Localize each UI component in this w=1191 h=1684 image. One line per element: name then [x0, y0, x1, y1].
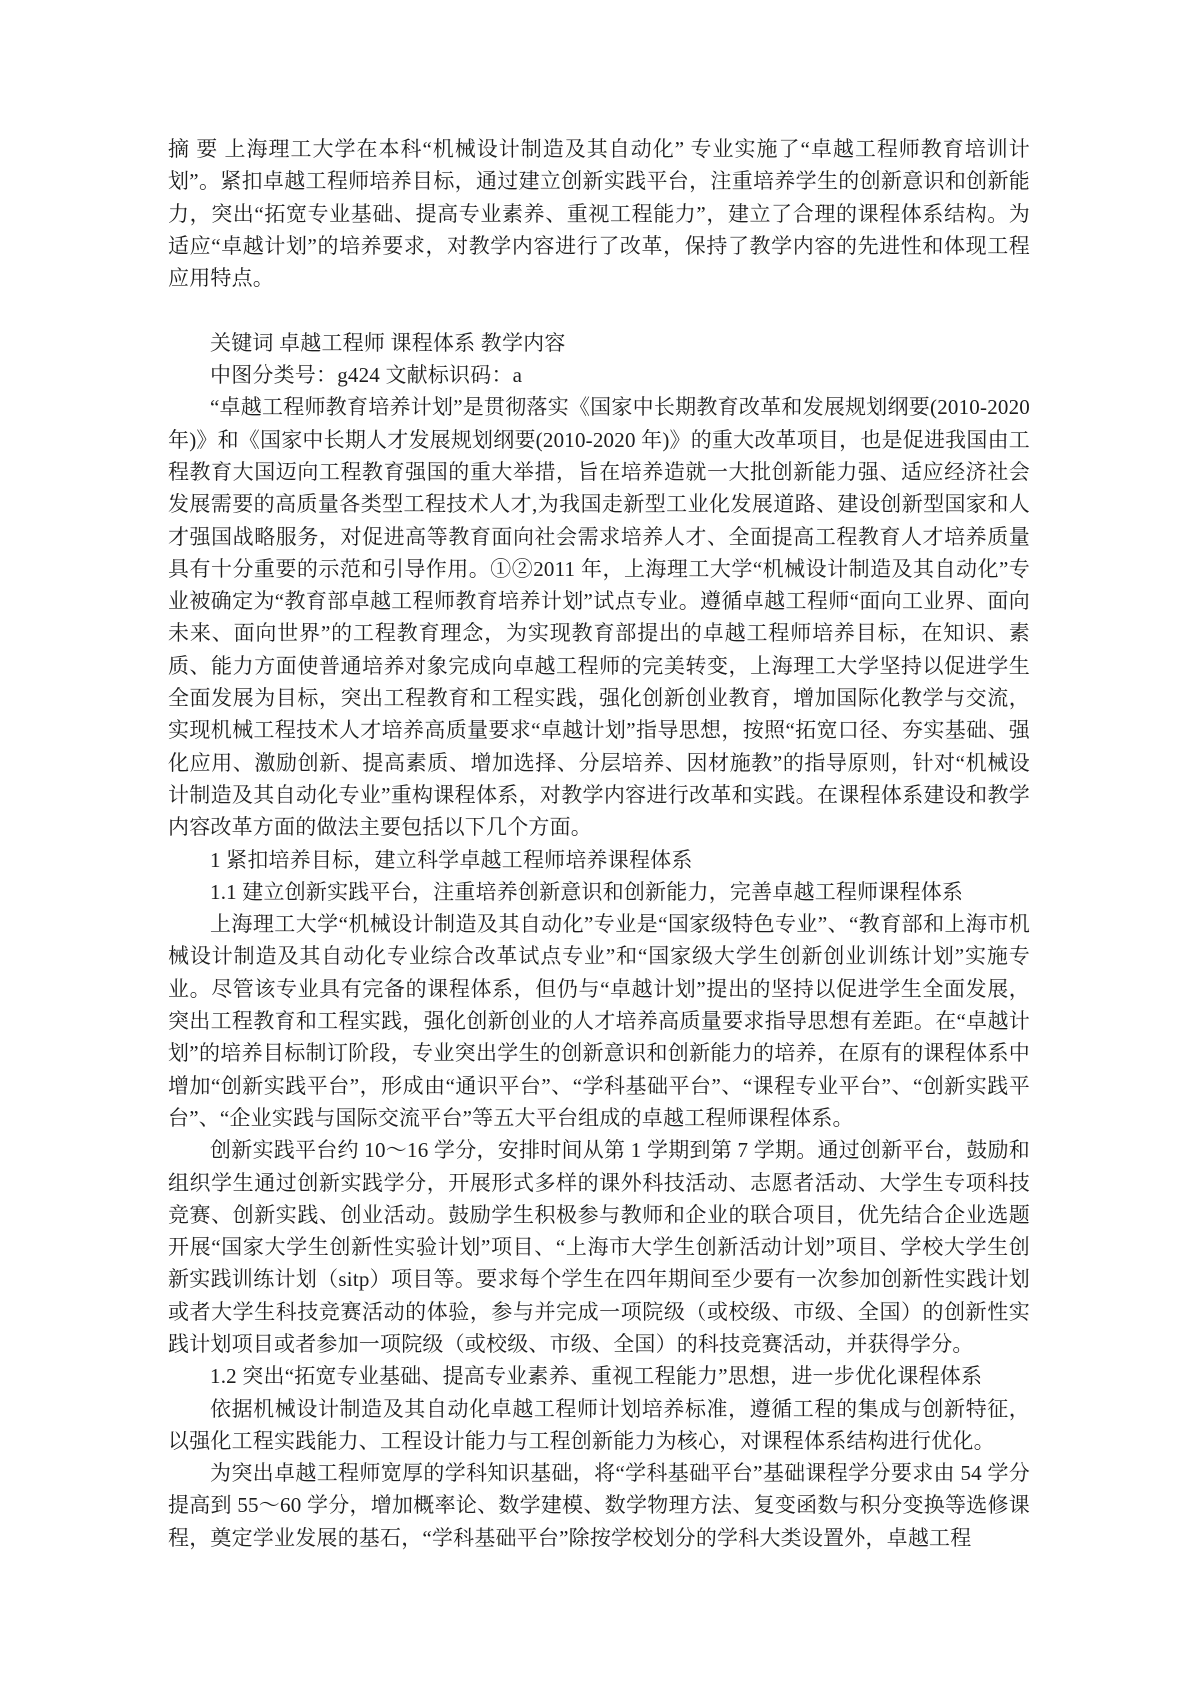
body-paragraph: 创新实践平台约 10～16 学分，安排时间从第 1 学期到第 7 学期。通过创新平台，鼓励和组织学生通过创新实践学分，开展形式多样的课外科技活动、志愿者活动、大学生专项科技竞赛、创新实践、创业活动。鼓励学生积极参与教师和企业的联合项目，优先结合企业选题开展“国家大学生创新性实验计划”项目、“上海市大学生创新活动计划”项目、学校大学生创新实践训练计划（sitp）项目等。要求每个学生在四年期间至少要有一次参加创新性实践计划或者大学生科技竞赛活动的体验，参与并完成一项院级（或校级、市级、全国）的创新性实践计划项目或者参加一项院级（或校级、市级、全国）的科技竞赛活动，并获得学分。 [168, 1138, 1030, 1356]
subsection-heading: 1.2 突出“拓宽专业基础、提高专业素养、重视工程能力”思想，进一步优化课程体系 [210, 1364, 983, 1389]
body-paragraph: “卓越工程师教育培养计划”是贯彻落实《国家中长期教育改革和发展规划纲要(2010-2020 年)》和《国家中长期人才发展规划纲要(2010-2020 年)》的重大改革项目，也是促进我国由工程教育大国迈向工程教育强国的重大举措，旨在培养造就一大批创新能力强、适应经济社会发展需要的高质量各类型工程技术人才,为我国走新型工业化发展道路、建设创新型国家和人才强国战略服务，对促进高等教育面向社会需求培养人才、全面提高工程教育人才培养质量具有十分重要的示范和引导作用。①②2011 年，上海理工大学“机械设计制造及其自动化”专业被确定为“教育部卓越工程师教育培养计划”试点专业。遵循卓越工程师“面向工业界、面向未来、面向世界”的工程教育理念，为实现教育部提出的卓越工程师培养目标，在知识、素质、能力方面使普通培养对象完成向卓越工程师的完美转变，上海理工大学坚持以促进学生全面发展为目标，突出工程教育和工程实践，强化创新创业教育，增加国际化教学与交流，实现机械工程技术人才培养高质量要求“卓越计划”指导思想，按照“拓宽口径、夯实基础、强化应用、激励创新、提高素质、增加选择、分层培养、因材施教”的指导原则，针对“机械设计制造及其自动化专业”重构课程体系，对教学内容进行改革和实践。在课程体系建设和教学内容改革方面的做法主要包括以下几个方面。 [168, 395, 1030, 840]
blank-line [168, 294, 1030, 326]
clc-line: 中图分类号：g424 文献标识码：a [210, 363, 523, 388]
body-paragraph: 上海理工大学“机械设计制造及其自动化”专业是“国家级特色专业”、“教育部和上海市机械设计制造及其自动化专业综合改革试点专业”和“国家级大学生创新创业训练计划”实施专业。尽管该专业具有完备的课程体系，但仍与“卓越计划”提出的坚持以促进学生全面发展，突出工程教育和工程实践，强化创新创业的人才培养高质量要求指导思想有差距。在“卓越计划”的培养目标制订阶段，专业突出学生的创新意识和创新能力的培养，在原有的课程体系中增加“创新实践平台”，形成由“通识平台”、“学科基础平台”、“课程专业平台”、“创新实践平台”、“企业实践与国际交流平台”等五大平台组成的卓越工程师课程体系。 [168, 912, 1030, 1130]
subsection-heading: 1.1 建立创新实践平台，注重培养创新意识和创新能力，完善卓越工程师课程体系 [210, 879, 964, 904]
body-paragraph: 依据机械设计制造及其自动化卓越工程师计划培养标准，遵循工程的集成与创新特征，以强化工程实践能力、工程设计能力与工程创新能力为核心，对课程体系结构进行优化。 [168, 1396, 1030, 1453]
body-paragraph: 为突出卓越工程师宽厚的学科知识基础，将“学科基础平台”基础课程学分要求由 54 学分提高到 55～60 学分，增加概率论、数学建模、数学物理方法、复变函数与积分变换等选修课程，奠定学业发展的基石，“学科基础平台”除按学校划分的学科大类设置外，卓越工程 [168, 1461, 1030, 1550]
abstract-paragraph: 摘 要 上海理工大学在本科“机械设计制造及其自动化” 专业实施了“卓越工程师教育培训计划”。紧扣卓越工程师培养目标，通过建立创新实践平台，注重培养学生的创新意识和创新能力，突出“拓宽专业基础、提高专业素养、重视工程能力”，建立了合理的课程体系结构。为适应“卓越计划”的培养要求，对教学内容进行了改革，保持了教学内容的先进性和体现工程应用特点。 [168, 137, 1030, 291]
section-heading: 1 紧扣培养目标，建立科学卓越工程师培养课程体系 [210, 847, 693, 872]
keywords-line: 关键词 卓越工程师 课程体系 教学内容 [210, 330, 566, 355]
text-column [168, 133, 1030, 1554]
